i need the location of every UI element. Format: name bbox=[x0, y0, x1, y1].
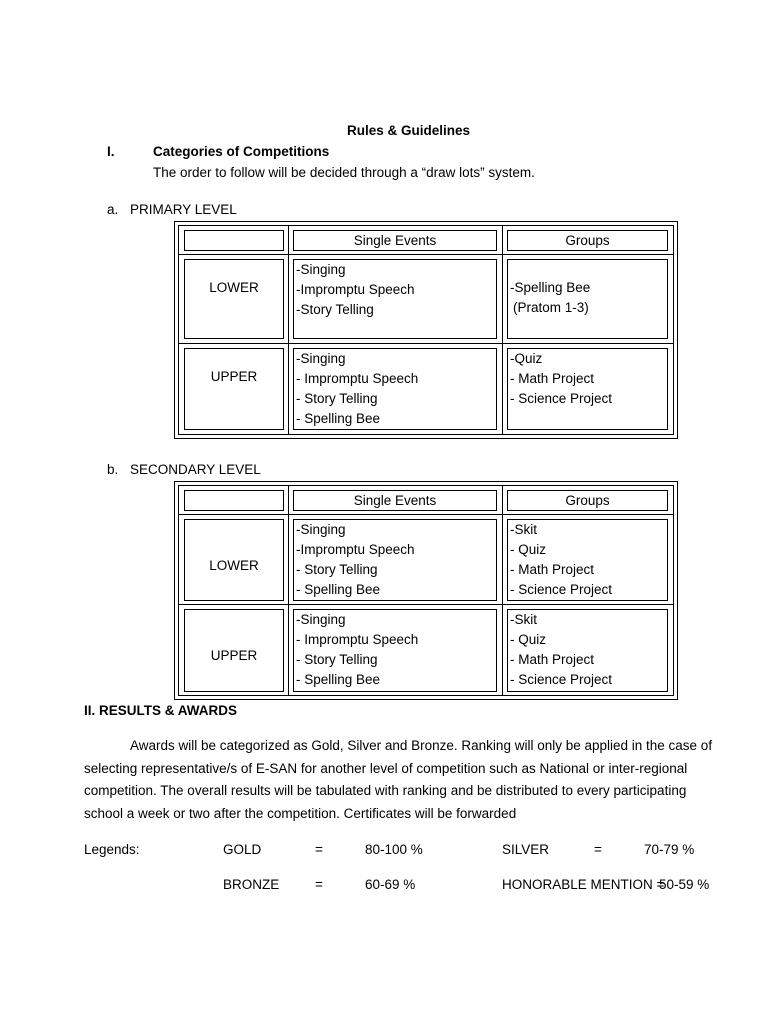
list-item: - Spelling Bee bbox=[296, 672, 381, 687]
secondary-header-blank bbox=[184, 490, 284, 511]
secondary-lower-groups bbox=[507, 519, 668, 601]
legend-silver-eq: = bbox=[594, 842, 602, 857]
awards-paragraph-text: Awards will be categorized as Gold, Silver and Bronze. Ranking will only be applied in the case of selecting representative/s of E-SAN for another level of competition such as National or inter-regional competition. The overall results will be tabulated with ranking and be distributed to every participating school a week or two after the competition. Certificates will be forwarded bbox=[84, 738, 713, 822]
legend-bronze-name: BRONZE bbox=[223, 877, 280, 892]
legend-silver-name: SILVER bbox=[502, 842, 550, 857]
secondary-upper-groups bbox=[507, 609, 668, 692]
primary-upper-groups bbox=[507, 348, 668, 430]
list-item: -Singing bbox=[296, 522, 346, 537]
awards-paragraph bbox=[84, 735, 724, 826]
page-title: Rules & Guidelines bbox=[347, 123, 471, 138]
secondary-header-groups: Groups bbox=[507, 490, 668, 511]
section-1-numeral: I. bbox=[107, 144, 115, 159]
list-item: - Spelling Bee bbox=[296, 411, 381, 426]
list-item: - Impromptu Speech bbox=[296, 371, 419, 386]
primary-upper-single bbox=[293, 348, 497, 430]
list-item: -Story Telling bbox=[296, 302, 374, 317]
legend-bronze-range: 60-69 % bbox=[365, 877, 416, 892]
list-item: - Spelling Bee bbox=[296, 582, 381, 597]
list-item: - Science Project bbox=[510, 391, 613, 406]
list-item: -Impromptu Speech bbox=[296, 282, 415, 297]
primary-lower-level: LOWER bbox=[184, 259, 284, 339]
legend-gold-range: 80-100 % bbox=[365, 842, 423, 857]
list-item: - Quiz bbox=[510, 542, 547, 557]
list-item: - Story Telling bbox=[296, 391, 378, 406]
secondary-heading: SECONDARY LEVEL bbox=[130, 462, 261, 477]
primary-header-groups: Groups bbox=[507, 230, 668, 251]
section-1-intro: The order to follow will be decided through a “draw lots” system. bbox=[153, 165, 535, 180]
legend-gold-eq: = bbox=[315, 842, 323, 857]
section-1-heading: Categories of Competitions bbox=[153, 144, 330, 159]
secondary-lower-single bbox=[293, 519, 497, 601]
list-item: -Singing bbox=[296, 351, 346, 366]
list-item: - Science Project bbox=[510, 672, 613, 687]
list-item: - Quiz bbox=[510, 632, 547, 647]
secondary-label: b. bbox=[107, 462, 119, 477]
primary-lower-groups bbox=[507, 259, 668, 339]
list-item: -Skit bbox=[510, 612, 537, 627]
secondary-upper-level: UPPER bbox=[184, 609, 284, 692]
legend-gold-name: GOLD bbox=[223, 842, 262, 857]
list-item: -Singing bbox=[296, 612, 346, 627]
list-item: -Skit bbox=[510, 522, 537, 537]
legend-honorable-name: HONORABLE MENTION = bbox=[502, 877, 665, 892]
primary-heading: PRIMARY LEVEL bbox=[130, 202, 237, 217]
list-item: - Science Project bbox=[510, 582, 613, 597]
list-item: - Story Telling bbox=[296, 652, 378, 667]
list-item: - Math Project bbox=[510, 371, 595, 386]
list-item: - Story Telling bbox=[296, 562, 378, 577]
list-item: - Math Project bbox=[510, 562, 595, 577]
primary-upper-level: UPPER bbox=[184, 348, 284, 430]
legend-silver-range: 70-79 % bbox=[644, 842, 695, 857]
list-item: -Impromptu Speech bbox=[296, 542, 415, 557]
section-2-heading: II. RESULTS & AWARDS bbox=[84, 703, 238, 718]
primary-header-single: Single Events bbox=[293, 230, 497, 251]
list-item: -Quiz bbox=[510, 351, 543, 366]
legend-bronze-eq: = bbox=[315, 877, 323, 892]
legends-label: Legends: bbox=[84, 842, 140, 857]
list-item: - Math Project bbox=[510, 652, 595, 667]
list-item: (Pratom 1-3) bbox=[513, 300, 589, 315]
list-item: -Singing bbox=[296, 262, 346, 277]
list-item: - Impromptu Speech bbox=[296, 632, 419, 647]
secondary-header-single: Single Events bbox=[293, 490, 497, 511]
primary-header-blank bbox=[184, 230, 284, 251]
list-item: -Spelling Bee bbox=[510, 280, 591, 295]
primary-label: a. bbox=[107, 202, 119, 217]
primary-lower-single bbox=[293, 259, 497, 339]
secondary-lower-level: LOWER bbox=[184, 519, 284, 601]
secondary-upper-single bbox=[293, 609, 497, 692]
legend-honorable-range: 50-59 % bbox=[659, 877, 710, 892]
